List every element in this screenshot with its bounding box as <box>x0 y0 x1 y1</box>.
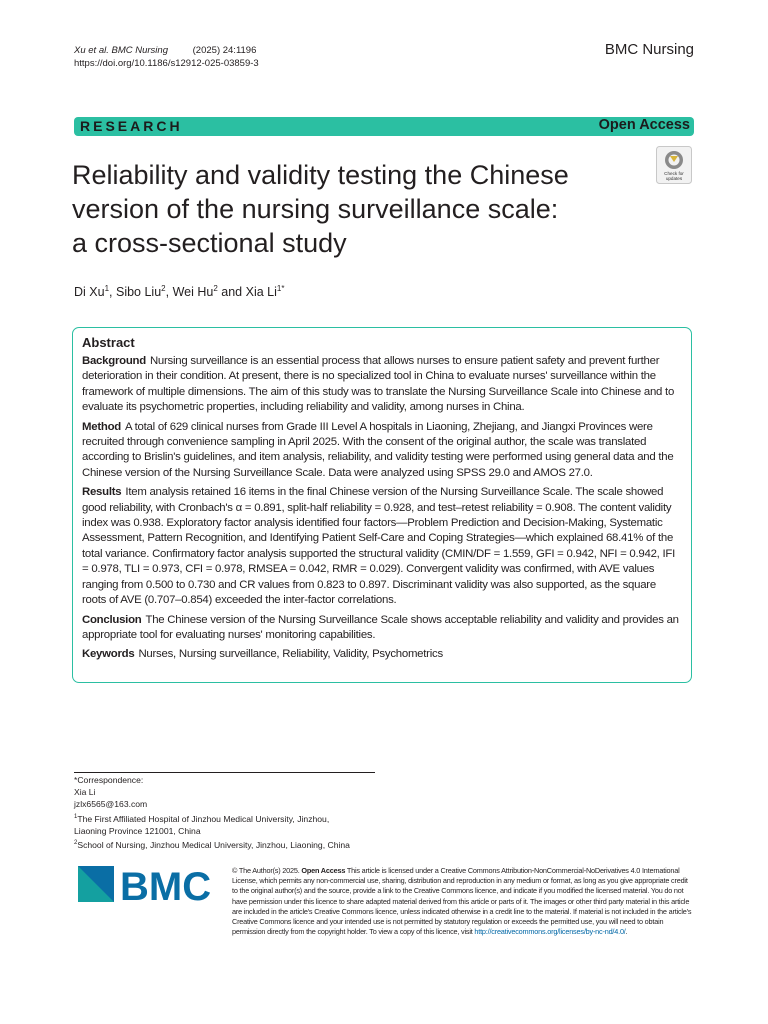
badge-text-line2: updates <box>665 176 683 181</box>
abstract-conclusion <box>82 613 682 644</box>
footnote-divider <box>74 772 375 773</box>
author-affiliation: 2 <box>213 284 218 293</box>
correspondence-email[interactable]: jzlx6565@163.com <box>74 799 148 810</box>
author-name[interactable]: Sibo Liu <box>115 285 162 300</box>
abstract-background <box>82 354 682 416</box>
bmc-logo <box>78 866 214 906</box>
method-text: A total of 629 clinical nurses from Grade III Level A hospitals in Liaoning, Zhejiang, and Jiangxi Provinces were recruited through convenience sampling in April 2025. With the consent of the original author, the scale was translated according to Brislin's guidelines, and item analysis, reliability, and validity testing were performed using general data and the Chinese version of the Nursing Surveillance Scale. Data were analyzed using SPSS 29.0 and AMOS 27.0. <box>82 420 674 479</box>
journal-name: BMC Nursing <box>604 41 694 58</box>
abstract-box <box>72 327 692 683</box>
title-line: Reliability and validity testing the Chinese <box>72 160 569 190</box>
correspondence-label: *Correspondence: <box>74 775 144 785</box>
author-affiliation: 2 <box>161 284 166 293</box>
author-separator: , <box>109 285 116 300</box>
conclusion-text: The Chinese version of the Nursing Surveillance Scale shows acceptable reliability and validity and provides an appropriate tool for evaluating nurses' monitoring capabilities. <box>82 613 679 641</box>
background-text: Nursing surveillance is an essential process that allows nurses to ensure patient safety and prevent further deterioration in their condition. At present, there is no specialized tool in China to evaluate nurses' surveillance within the framework of multiple dimensions. The aim of this study was to translate the Nursing Surveillance Scale into Chinese and to evaluate its psychometric properties, including reliability and validity, among nurses in China. <box>82 355 675 414</box>
author-affiliation: 1* <box>276 284 285 293</box>
license-link[interactable]: http://creativecommons.org/licenses/by-nc-nd/4.0/ <box>474 927 626 937</box>
article-type-banner <box>74 117 694 136</box>
license-body: This article is licensed under a Creative Commons Attribution-NonCommercial-NoDerivatives 4.0 International License, which permits any non-commercial use, sharing, distribution and reproduction in any medium or format, as long as you give appropriate credit to the original author(s) and the source, provide a link to the Creative Commons licence, and indicate if you modified the licensed material. You do not have permission under this licence to share adapted material derived from this article or parts of it. The images or other third party material in this article are included in the article's Creative Commons licence, unless indicated otherwise in a credit line to the material. If material is not included in the article's Creative Commons licence and your intended use is not permitted by statutory regulation or exceeds the permitted use, you will need to obtain permission directly from the copyright holder. To view a copy of this licence, visit <box>232 866 692 937</box>
title-line: version of the nursing surveillance scale: <box>72 194 559 224</box>
abstract-method <box>82 420 682 482</box>
author-affiliation: 1 <box>104 284 110 293</box>
citation-authors: Xu et al. <box>74 45 109 56</box>
logo-text: BMC <box>120 866 212 906</box>
affiliation-1 <box>74 811 350 825</box>
author-separator: , <box>165 285 173 300</box>
doi-link[interactable]: https://doi.org/10.1186/s12912-025-03859-3 <box>74 58 259 69</box>
affiliation-2 <box>74 837 350 851</box>
citation-header <box>74 44 259 70</box>
affiliation-number: 1 <box>74 813 78 820</box>
badge-text-line1: Check for <box>664 171 684 176</box>
affiliation-text: School of Nursing, Jinzhou Medical University, Jinzhou, Liaoning, China <box>77 839 350 850</box>
license-text <box>232 866 694 937</box>
abstract-keywords <box>82 647 682 662</box>
conclusion-label: Conclusion <box>82 613 142 626</box>
results-text: Item analysis retained 16 items in the final Chinese version of the Nursing Surveillance Scale. The scale showed good reliability, with Cronbach's α = 0.891, split-half reliability = 0.928, and test–retest reliability = 0.908. The content validity index was 0.938. Exploratory factor analysis identified four factors—Problem Prediction and Decision-Making, Systematic Assessment, Pattern Recognition, and Identifying Patient Self-Care and Coping Strategies—which explained 68.41% of the total variance. Confirmatory factor analysis supported the structural validity (CMIN/DF = 1.559, GFI = 0.942, NFI = 0.942, IFI = 0.978, TLI = 0.973, CFI = 0.978, RMSEA = 0.042, RMR = 0.029). Convergent validity was confirmed, with AVE values ranging from 0.500 to 0.730 and CR values from 0.823 to 0.897. Discriminant validity was also supported, as the square roots of AVE (0.707–0.854) exceeded the inter-factor correlations. <box>82 486 676 607</box>
license-end: . <box>625 927 628 937</box>
background-label: Background <box>82 355 146 367</box>
copyright-text: © The Author(s) 2025. <box>232 866 300 875</box>
citation-journal: BMC Nursing <box>111 45 168 56</box>
article-type-label: RESEARCH <box>80 118 183 134</box>
author-name[interactable]: Di Xu <box>74 285 105 300</box>
article-title <box>72 158 612 260</box>
title-line: a cross-sectional study <box>72 228 347 258</box>
author-list <box>74 284 284 299</box>
check-for-updates-badge[interactable] <box>656 146 692 184</box>
license-open-access: Open Access <box>301 866 346 875</box>
keywords-text: Nurses, Nursing surveillance, Reliability, Validity, Psychometrics <box>138 648 443 661</box>
citation-line <box>74 44 259 57</box>
author-name[interactable]: Wei Hu <box>172 285 214 300</box>
abstract-results <box>82 485 682 608</box>
author-separator: and <box>217 285 246 300</box>
correspondence-block <box>74 774 350 851</box>
abstract-heading: Abstract <box>82 335 135 350</box>
citation-year: (2025) 24:1196 <box>192 45 257 56</box>
open-access-label: Open Access <box>598 117 690 133</box>
affiliation-text: The First Affiliated Hospital of Jinzhou Medical University, Jinzhou, <box>77 813 330 824</box>
results-label: Results <box>82 486 122 499</box>
author-name[interactable]: Xia Li <box>245 285 277 300</box>
affiliation-1-cont: Liaoning Province 121001, China <box>74 825 201 836</box>
correspondence-name: Xia Li <box>74 787 96 798</box>
affiliation-number: 2 <box>74 839 78 846</box>
keywords-label: Keywords <box>82 648 135 661</box>
method-label: Method <box>82 420 121 433</box>
